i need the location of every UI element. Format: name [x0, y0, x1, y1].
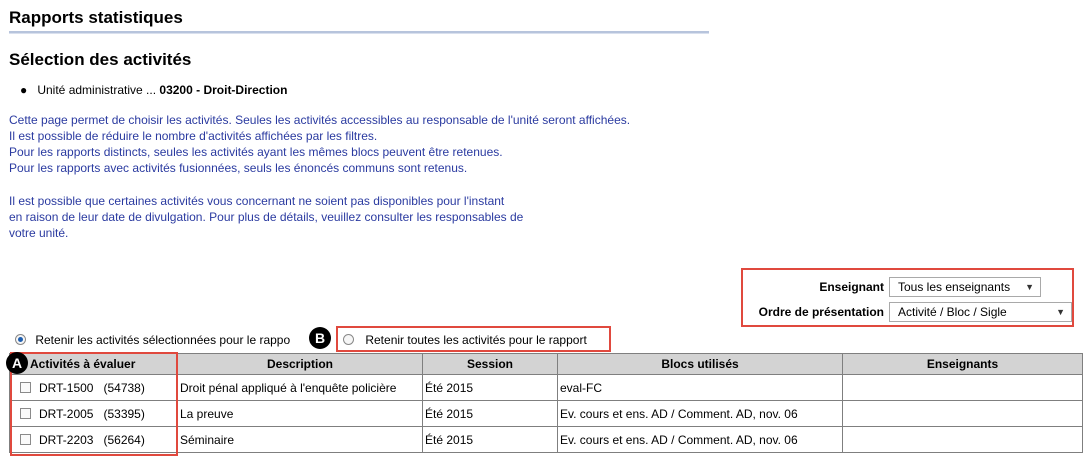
header-activities: Activités à évaluer [10, 354, 178, 375]
description-cell: Droit pénal appliqué à l'enquête policière [178, 375, 423, 401]
table-row [10, 375, 1083, 401]
activity-number: (53395) [103, 406, 145, 421]
info-text-line: votre unité. [9, 226, 69, 240]
activity-checkbox[interactable] [20, 382, 31, 393]
teacher-select-value: Tous les enseignants [898, 280, 1011, 294]
activity-cell [10, 401, 178, 427]
chevron-down-icon: ▼ [1056, 307, 1065, 317]
section-title: Sélection des activités [9, 50, 192, 69]
bullet-icon: ● [20, 83, 28, 97]
retain-all-option[interactable] [343, 332, 587, 347]
teachers-cell [843, 427, 1083, 453]
info-text-line: en raison de leur date de divulgation. Pour plus de détails, veuillez consulter les responsables de [9, 210, 524, 224]
activities-table [9, 353, 1083, 453]
chevron-down-icon: ▼ [1025, 282, 1034, 292]
teachers-cell [843, 375, 1083, 401]
teacher-select[interactable] [889, 277, 1041, 297]
session-cell: Été 2015 [423, 375, 558, 401]
table-header-row [10, 354, 1083, 375]
description-cell: Séminaire [178, 427, 423, 453]
marker-a: A [6, 352, 28, 374]
title-divider [9, 31, 709, 34]
order-select-value: Activité / Bloc / Sigle [898, 305, 1007, 319]
teacher-filter-label: Enseignant [819, 280, 884, 294]
session-cell: Été 2015 [423, 427, 558, 453]
retain-all-radio[interactable] [343, 334, 354, 345]
info-text-line: Cette page permet de choisir les activités. Seules les activités accessibles au responsable de l'unité seront affichées. [9, 113, 631, 127]
info-text-line: Il est possible que certaines activités vous concernant ne soient pas disponibles pour l'instant [9, 194, 505, 208]
activity-number: (56264) [103, 432, 145, 447]
info-text-line: Pour les rapports avec activités fusionnées, seuls les énoncés communs sont retenus. [9, 161, 468, 175]
order-filter-label: Ordre de présentation [758, 305, 884, 319]
info-text-line: Pour les rapports distincts, seules les activités ayant les mêmes blocs peuvent être retenues. [9, 145, 503, 159]
retain-selected-radio[interactable] [15, 334, 26, 345]
info-text-line: Il est possible de réduire le nombre d'activités affichées par les filtres. [9, 129, 378, 143]
activity-cell [10, 427, 178, 453]
blocks-cell: eval-FC [558, 375, 843, 401]
teachers-cell [843, 401, 1083, 427]
activity-code: DRT-1500 [39, 380, 94, 395]
unit-label: Unité administrative ... [37, 83, 157, 97]
header-blocks: Blocs utilisés [558, 354, 843, 375]
header-description: Description [178, 354, 423, 375]
activity-code: DRT-2203 [39, 432, 94, 447]
retain-selected-label: Retenir les activités sélectionnées pour le rappo [35, 332, 291, 347]
retain-all-label: Retenir toutes les activités pour le rapport [365, 332, 587, 347]
activity-code: DRT-2005 [39, 406, 94, 421]
activity-checkbox[interactable] [20, 408, 31, 419]
order-select[interactable] [889, 302, 1072, 322]
header-teachers: Enseignants [843, 354, 1083, 375]
activity-cell [10, 375, 178, 401]
retain-selected-option[interactable] [15, 332, 290, 347]
header-session: Session [423, 354, 558, 375]
page-title: Rapports statistiques [9, 8, 183, 27]
unit-line [20, 83, 287, 97]
activity-number: (54738) [103, 380, 145, 395]
blocks-cell: Ev. cours et ens. AD / Comment. AD, nov. 06 [558, 401, 843, 427]
table-row [10, 401, 1083, 427]
marker-b: B [309, 327, 331, 349]
unit-value: 03200 - Droit-Direction [159, 83, 288, 97]
activity-checkbox[interactable] [20, 434, 31, 445]
description-cell: La preuve [178, 401, 423, 427]
table-row [10, 427, 1083, 453]
session-cell: Été 2015 [423, 401, 558, 427]
blocks-cell: Ev. cours et ens. AD / Comment. AD, nov. 06 [558, 427, 843, 453]
